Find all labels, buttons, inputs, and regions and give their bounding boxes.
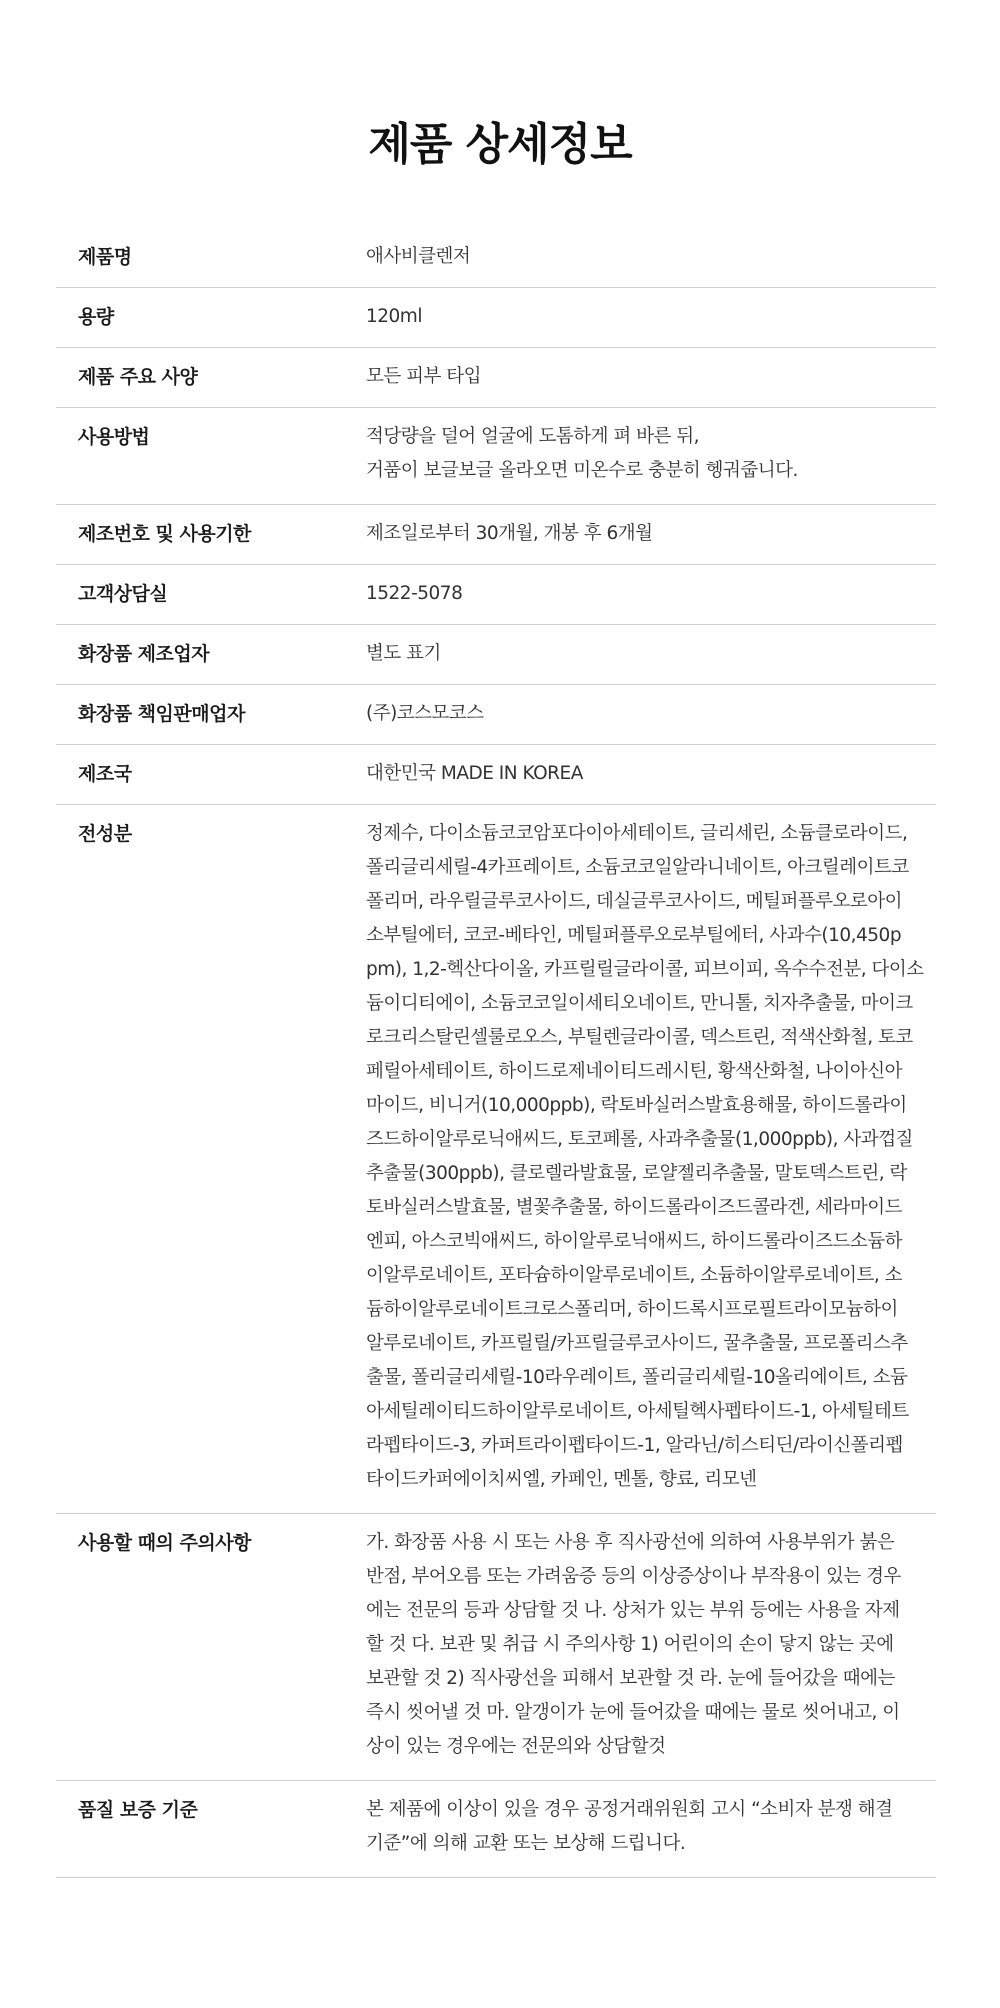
spec-value-line: 즈드하이알루로닉애씨드, 토코페롤, 사과추출물(1,000ppb), 사과껍질	[366, 1129, 913, 1150]
product-spec-table	[56, 228, 936, 1878]
spec-value-line: 듐이디티에이, 소듐코코일이세티오네이트, 만니톨, 치자추출물, 마이크	[366, 993, 913, 1014]
spec-label: 화장품 책임판매업자	[78, 703, 245, 725]
spec-value: 별도 표기	[366, 643, 441, 664]
spec-value	[366, 1793, 936, 1861]
spec-value	[366, 1526, 936, 1764]
spec-value-line: 듐하이알루로네이트크로스폴리머, 하이드록시프로필트라이모늄하이	[366, 1299, 898, 1320]
page-title: 제품 상세정보	[368, 119, 632, 170]
spec-value-line: 추출물(300ppb), 클로렐라발효물, 로얄젤리추출물, 말토덱스트린, 락	[366, 1163, 907, 1184]
spec-value-line: 폴리글리세릴-4카프레이트, 소듐코코일알라니네이트, 아크릴레이트코	[366, 857, 909, 878]
spec-row	[56, 685, 936, 745]
spec-label: 품질 보증 기준	[78, 1799, 198, 1821]
spec-value: 1522-5078	[366, 583, 463, 604]
spec-value-line: 이알루로네이트, 포타슘하이알루로네이트, 소듐하이알루로네이트, 소	[366, 1265, 903, 1286]
spec-value-line: 토바실러스발효물, 별꽃추출물, 하이드롤라이즈드콜라겐, 세라마이드	[366, 1197, 903, 1218]
spec-row	[56, 348, 936, 408]
spec-value-line: 보관할 것 2) 직사광선을 피해서 보관할 것 라. 눈에 들어갔을 때에는	[366, 1668, 895, 1689]
spec-value-line: 라펩타이드-3, 카퍼트라이펩타이드-1, 알라닌/히스티딘/라이신폴리펩	[366, 1435, 903, 1456]
spec-value-line: 소부틸에터, 코코-베타인, 메틸퍼플루오로부틸에터, 사과수(10,450p	[366, 925, 902, 946]
spec-value-line: 로크리스탈린셀룰로오스, 부틸렌글라이콜, 덱스트린, 적색산화철, 토코	[366, 1027, 913, 1048]
spec-value-line: 즉시 씻어낼 것 마. 알갱이가 눈에 들어갔을 때에는 물로 씻어내고, 이	[366, 1702, 900, 1723]
spec-row	[56, 228, 936, 288]
spec-value-line: 적당량을 덜어 얼굴에 도톰하게 펴 바른 뒤,	[366, 426, 699, 447]
spec-value: (주)코스모코스	[366, 703, 484, 724]
spec-label: 사용방법	[78, 426, 150, 448]
spec-value-line: 마이드, 비니거(10,000ppb), 락토바실러스발효용해물, 하이드롤라이	[366, 1095, 907, 1116]
spec-value-line: 거품이 보글보글 올라오면 미온수로 충분히 헹궈줍니다.	[366, 460, 798, 481]
spec-value-line: 정제수, 다이소듐코코암포다이아세테이트, 글리세린, 소듐클로라이드,	[366, 823, 908, 844]
spec-label: 제품 주요 사양	[78, 366, 198, 388]
spec-value-line: 할 것 다. 보관 및 취급 시 주의사항 1) 어린이의 손이 닿지 않는 곳에	[366, 1634, 894, 1655]
spec-value-line: 알루로네이트, 카프릴릴/카프릴글루코사이드, 꿀추출물, 프로폴리스추	[366, 1333, 908, 1354]
spec-value-line: 타이드카퍼에이치씨엘, 카페인, 멘톨, 향료, 리모넨	[366, 1469, 757, 1490]
spec-label: 용량	[78, 306, 114, 328]
spec-label: 고객상담실	[78, 583, 168, 605]
spec-row	[56, 745, 936, 805]
spec-value	[366, 817, 936, 1497]
spec-value: 120ml	[366, 306, 422, 327]
spec-value: 모든 피부 타입	[366, 366, 481, 387]
spec-value-line: 기준”에 의해 교환 또는 보상해 드립니다.	[366, 1833, 686, 1854]
spec-value-line: 폴리머, 라우릴글루코사이드, 데실글루코사이드, 메틸퍼플루오로아이	[366, 891, 903, 912]
spec-value-line: pm), 1,2-헥산다이올, 카프릴릴글라이콜, 피브이피, 옥수수전분, 다이소	[366, 959, 924, 980]
spec-value: 제조일로부터 30개월, 개봉 후 6개월	[366, 523, 653, 544]
spec-row	[56, 625, 936, 685]
spec-label: 제조국	[78, 763, 132, 785]
spec-row	[56, 805, 936, 1514]
spec-value-line: 아세틸레이티드하이알루로네이트, 아세틸헥사펩타이드-1, 아세틸테트	[366, 1401, 909, 1422]
spec-value-line: 에는 전문의 등과 상담할 것 나. 상처가 있는 부위 등에는 사용을 자제	[366, 1600, 900, 1621]
spec-value-line: 본 제품에 이상이 있을 경우 공정거래위원회 고시 “소비자 분쟁 해결	[366, 1799, 893, 1820]
spec-value-line: 가. 화장품 사용 시 또는 사용 후 직사광선에 의하여 사용부위가 붉은	[366, 1532, 895, 1553]
spec-label: 전성분	[78, 823, 132, 845]
spec-label: 화장품 제조업자	[78, 643, 210, 665]
spec-value-line: 페릴아세테이트, 하이드로제네이티드레시틴, 황색산화철, 나이아신아	[366, 1061, 903, 1082]
spec-value: 대한민국 MADE IN KOREA	[366, 763, 583, 784]
spec-row	[56, 1781, 936, 1878]
spec-value-line: 엔피, 아스코빅애씨드, 하이알루로닉애씨드, 하이드롤라이즈드소듐하	[366, 1231, 903, 1252]
spec-row	[56, 565, 936, 625]
spec-value-line: 출물, 폴리글리세릴-10라우레이트, 폴리글리세릴-10올리에이트, 소듐	[366, 1367, 908, 1388]
spec-row	[56, 288, 936, 348]
spec-value: 애사비클렌저	[366, 246, 471, 267]
spec-label: 제품명	[78, 246, 132, 268]
spec-value-line: 반점, 부어오름 또는 가려움증 등의 이상증상이나 부작용이 있는 경우	[366, 1566, 901, 1587]
spec-row	[56, 1514, 936, 1781]
spec-label: 제조번호 및 사용기한	[78, 523, 251, 545]
spec-value-line: 상이 있는 경우에는 전문의와 상담할것	[366, 1736, 666, 1757]
spec-label: 사용할 때의 주의사항	[78, 1532, 251, 1554]
spec-value	[366, 420, 936, 488]
spec-row	[56, 505, 936, 565]
spec-row	[56, 408, 936, 505]
